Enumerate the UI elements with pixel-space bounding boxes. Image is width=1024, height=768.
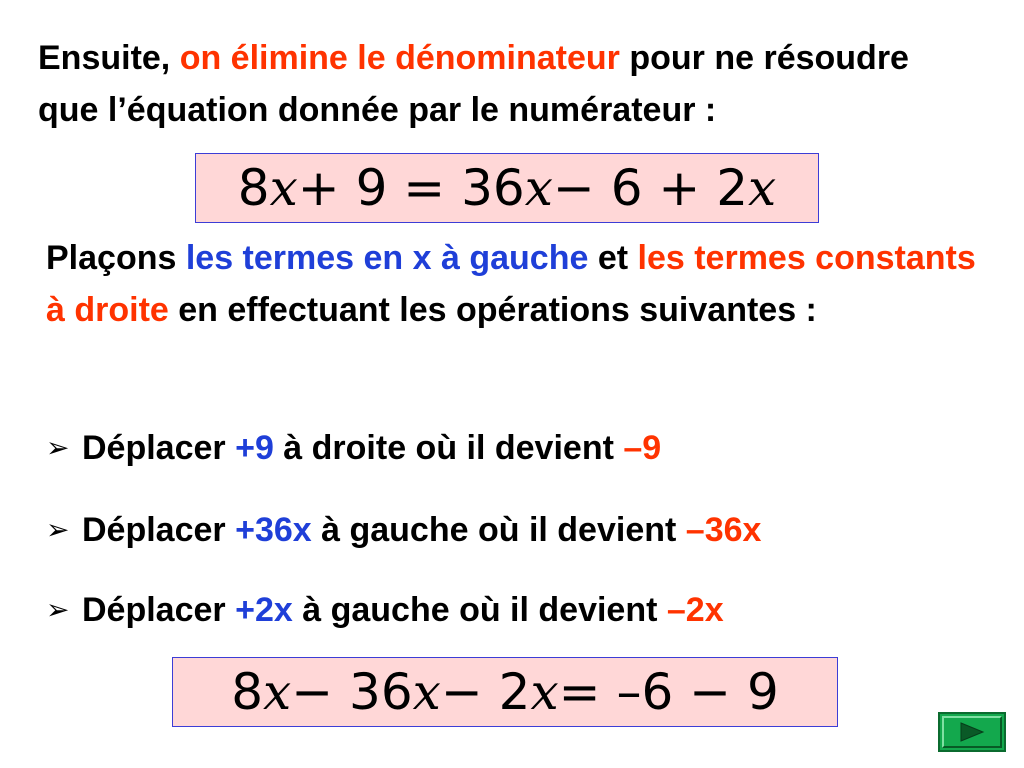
eq2-variable: x	[530, 663, 559, 721]
intro-text-end: pour ne résoudre que l’équation donnée par le numérateur :	[38, 39, 909, 129]
eq2-term: − 2	[440, 663, 531, 721]
bullet-to-term: –36x	[685, 511, 762, 549]
placement-blue-highlight: les termes en x à gauche	[185, 239, 589, 277]
bullet-lead: Déplacer	[82, 511, 236, 549]
placement-text-mid: et	[588, 239, 638, 277]
bullet-from-term: +2x	[235, 591, 293, 629]
bullet-item-move-9	[46, 428, 661, 468]
bullet-lead: Déplacer	[82, 429, 236, 467]
eq1-term: 8	[237, 159, 270, 217]
eq2-variable: x	[412, 663, 441, 721]
eq2-term: − 36	[291, 663, 413, 721]
arrowhead-bullet-icon: ➢	[46, 593, 70, 626]
intro-highlight: on élimine le dénominateur	[179, 39, 620, 77]
intro-paragraph	[38, 32, 978, 136]
placement-red-highlight: les termes constants à droite	[46, 239, 976, 329]
bullet-mid: à gauche où il devient	[311, 511, 686, 549]
bullet-item-move-2x	[46, 590, 724, 630]
bullet-to-term: –2x	[666, 591, 724, 629]
bullet-from-term: +36x	[235, 511, 312, 549]
eq2-term: = –6 − 9	[558, 663, 779, 721]
equation-box-1	[195, 153, 819, 223]
bullet-to-term: –9	[623, 429, 662, 467]
eq1-term: − 6 + 2	[552, 159, 748, 217]
eq1-variable: x	[524, 159, 553, 217]
bullet-mid: à gauche où il devient	[292, 591, 667, 629]
eq1-variable: x	[748, 159, 777, 217]
bullet-mid: à droite où il devient	[273, 429, 624, 467]
bullet-lead: Déplacer	[82, 591, 236, 629]
next-slide-button[interactable]	[938, 712, 1006, 752]
placement-text-start: Plaçons	[46, 239, 186, 277]
bullet-item-move-36x	[46, 510, 761, 550]
next-button-bevel	[942, 716, 1002, 748]
equation-box-2	[172, 657, 838, 727]
eq2-variable: x	[263, 663, 292, 721]
intro-text-start: Ensuite,	[38, 39, 180, 77]
eq1-term: + 9 = 36	[297, 159, 525, 217]
bullet-from-term: +9	[235, 429, 274, 467]
placement-text-end: en effectuant les opérations suivantes :	[168, 291, 817, 329]
eq2-term: 8	[231, 663, 264, 721]
placement-paragraph	[46, 232, 996, 336]
arrowhead-bullet-icon: ➢	[46, 431, 70, 464]
arrowhead-bullet-icon: ➢	[46, 513, 70, 546]
play-next-icon	[957, 721, 987, 743]
eq1-variable: x	[269, 159, 298, 217]
